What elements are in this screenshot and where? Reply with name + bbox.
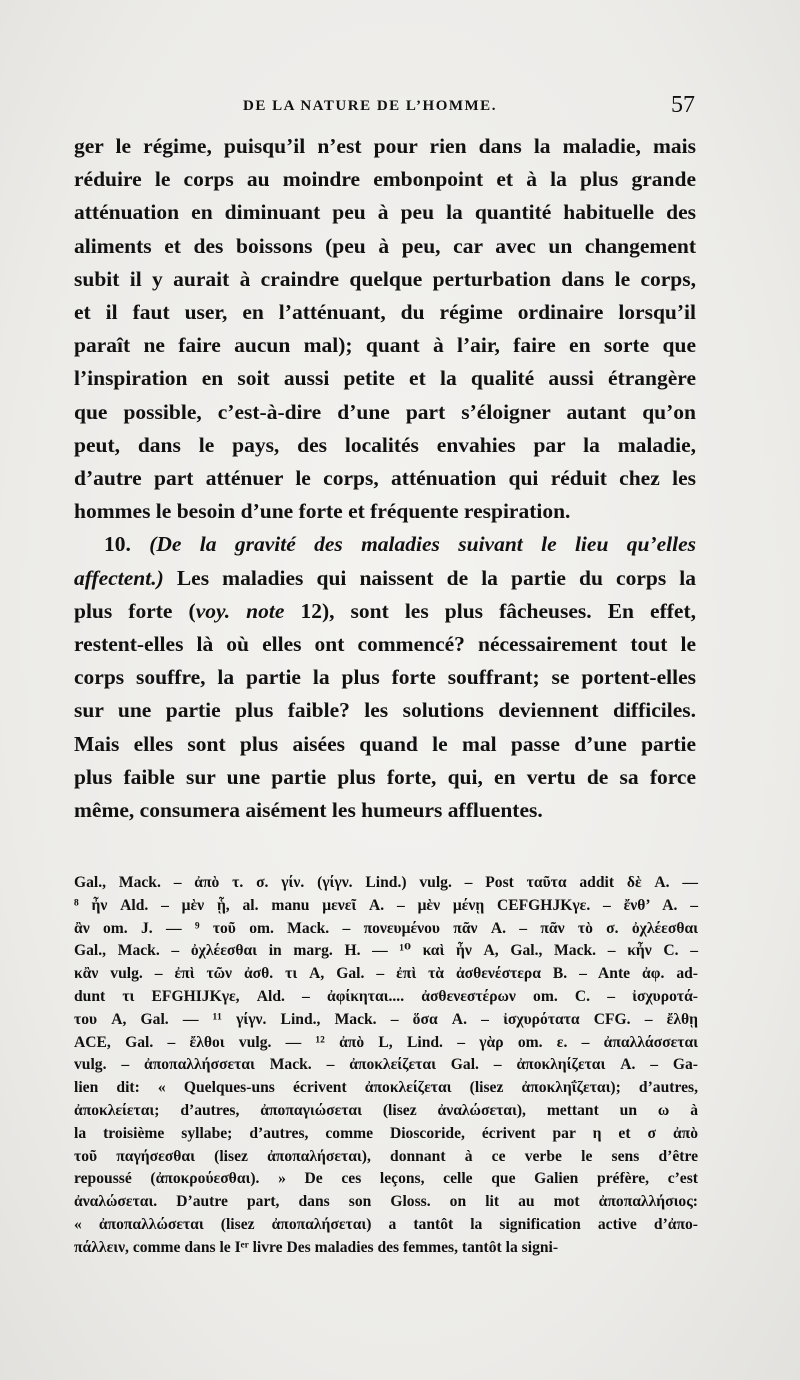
text-line: et il faut user, en l’atténuant, du régime ordinaire lorsqu’il bbox=[74, 300, 696, 325]
note-line: ἀναλώσεται. D’autre part, dans son Gloss. on lit au mot ἀποπαλλήσιος: bbox=[74, 1193, 698, 1211]
page-number: 57 bbox=[671, 92, 695, 118]
section-title-end: affectent.) bbox=[74, 565, 164, 590]
note-line: lien dit: « Quelques-uns écrivent ἀποκλείζεται (lisez ἀποκληΐζεται); d’autres, bbox=[74, 1079, 698, 1097]
text-line: sur une partie plus faible? les solutions deviennent difficiles. bbox=[74, 698, 696, 723]
text-line: paraît ne faire aucun mal); quant à l’air, faire en sorte que bbox=[74, 333, 696, 358]
text-line: ger le régime, puisqu’il n’est pour rien dans la maladie, mais bbox=[74, 134, 696, 158]
text-line: que possible, c’est-à-dire d’une part s’éloigner autant qu’on bbox=[74, 399, 696, 424]
note-line: ἀποκλείεται; d’autres, ἀποπαγιώσεται (lisez ἀναλώσεται), mettant un ω à bbox=[74, 1101, 698, 1119]
running-title: DE LA NATURE DE L’HOMME. bbox=[243, 98, 497, 114]
note-line: Gal., Mack. – ἀπὸ τ. σ. γίν. (γίγν. Lind.) vulg. – Post ταῦτα addit δὲ A. — bbox=[74, 874, 698, 891]
text-line: l’inspiration en soit aussi petite et la qualité aussi étrangère bbox=[74, 366, 696, 391]
text-line: hommes le besoin d’une forte et fréquente respiration. bbox=[74, 499, 571, 524]
page-header bbox=[75, 92, 695, 128]
note-line: κἂν vulg. – ἐπὶ τῶν ἀσθ. τι A, Gal. – ἐπὶ τὰ ἀσθενέστερα B. – Ante ἀφ. ad- bbox=[74, 965, 698, 983]
section-title: (De la gravité des maladies suivant le lieu qu’elles bbox=[149, 532, 697, 557]
text-line: corps souffre, la partie la plus forte souffrant; se portent-elles bbox=[74, 665, 696, 690]
text-line: réduire le corps au moindre embonpoint et à la plus grande bbox=[74, 167, 696, 192]
note-line: la troisième syllabe; d’autres, comme Dioscoride, écrivent par η et σ ἀπὸ bbox=[74, 1124, 698, 1142]
text-line: subit il y aurait à craindre quelque perturbation dans le corps, bbox=[74, 266, 696, 291]
main-text bbox=[74, 130, 696, 827]
note-line: τοῦ παγήσεσθαι (lisez ἀποπαλήσεται), donnant à ce verbe le sens d’être bbox=[74, 1147, 698, 1165]
footnotes bbox=[74, 872, 698, 1260]
note-line: του A, Gal. — ¹¹ γίγν. Lind., Mack. – ὅσα A. – ἰσχυρότατα CFG. – ἔλθῃ bbox=[74, 1010, 698, 1028]
text-line: restent-elles là où elles ont commencé? nécessairement tout le bbox=[74, 632, 696, 657]
section-heading-line bbox=[74, 528, 696, 561]
text-line: même, consumera aisément les humeurs affluentes. bbox=[74, 798, 543, 823]
text-line: aliments et des boissons (peu à peu, car avec un changement bbox=[74, 233, 696, 258]
text-line: plus forte (voy. note 12), sont les plus fâcheuses. En effet, bbox=[74, 598, 696, 623]
note-line: repoussé (ἀποκρούεσθαι). » De ces leçons, celle que Galien préfère, c’est bbox=[74, 1170, 698, 1188]
note-line: « ἀποπαλλώσεται (lisez ἀποπαλήσεται) a tantôt la signification active d’ἀπο- bbox=[74, 1215, 698, 1233]
text-line: plus faible sur une partie plus forte, qui, en vertu de sa force bbox=[74, 764, 696, 789]
note-line: πάλλειν, comme dans le Iᵉʳ livre Des maladies des femmes, tantôt la signi- bbox=[74, 1238, 559, 1256]
note-line: ACE, Gal. – ἔλθοι vulg. — ¹² ἀπὸ L, Lind. – γὰρ om. ε. – ἀπαλλάσσεται bbox=[74, 1033, 698, 1051]
section-number: 10. bbox=[104, 532, 131, 557]
note-line: ἂν om. J. — ⁹ τοῦ om. Mack. – πονευμένου πᾶν A. – πᾶν τὸ σ. ὀχλέεσθαι bbox=[74, 919, 698, 937]
text-line: d’autre part atténuer le corps, atténuation qui réduit chez les bbox=[74, 466, 696, 491]
note-line: Gal., Mack. – ὀχλέεσθαι in marg. H. — ¹⁰ καὶ ἦν A, Gal., Mack. – κἦν C. – bbox=[74, 942, 698, 960]
text-line: affectent.) Les maladies qui naissent de la partie du corps la bbox=[74, 565, 696, 590]
note-line: ⁸ ἦν Ald. – μὲν ᾗ, al. manu μενεῖ A. – μὲν μένῃ CEFGHJKγε. – ἔνθ’ A. – bbox=[74, 896, 698, 914]
text-line: Mais elles sont plus aisées quand le mal passe d’une partie bbox=[74, 731, 696, 756]
text-line: atténuation en diminuant peu à peu la quantité habituelle des bbox=[74, 200, 696, 225]
note-line: dunt τι EFGHIJKγε, Ald. – ἀφίκηται.... ἀσθενεστέρων om. C. – ἰσχυροτά- bbox=[74, 987, 698, 1005]
text-line: peut, dans le pays, des localités envahies par la maladie, bbox=[74, 432, 696, 457]
cross-reference: voy. note bbox=[195, 598, 285, 623]
note-line: vulg. – ἀποπαλλήσσεται Mack. – ἀποκλείζεται Gal. – ἀποκληίζεται A. – Ga- bbox=[74, 1056, 698, 1074]
